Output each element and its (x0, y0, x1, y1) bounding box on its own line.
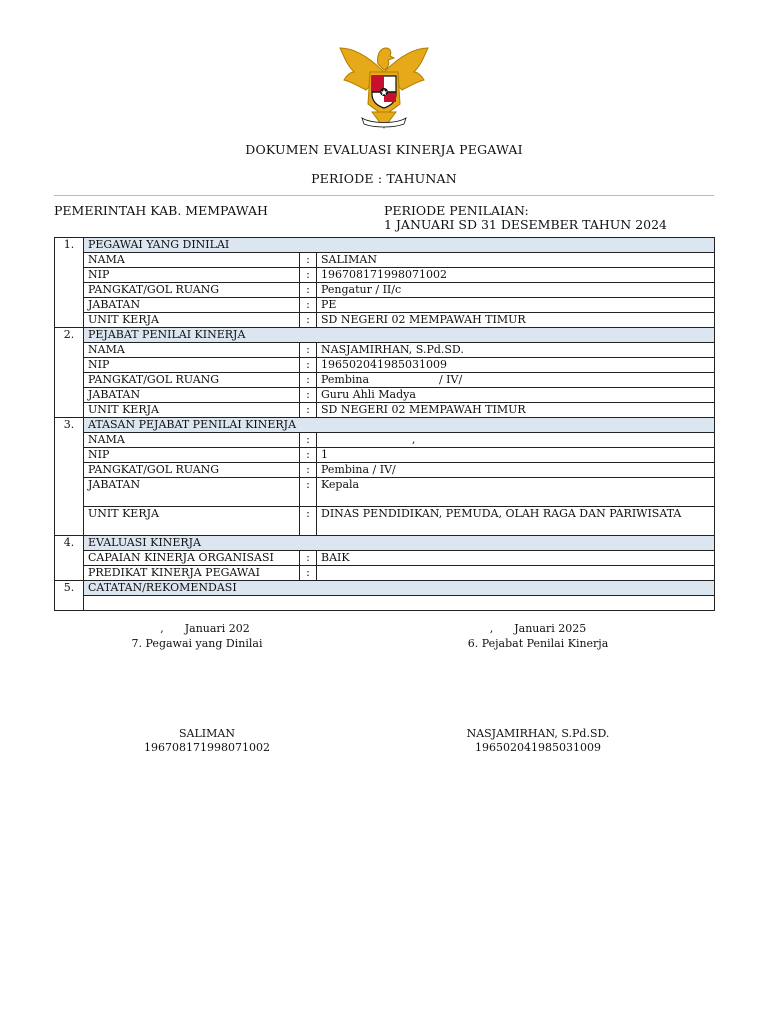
field-label: UNIT KERJA (84, 313, 300, 328)
table-row (55, 463, 715, 478)
field-value: NASJAMIRHAN, S.Pd.SD. (317, 343, 715, 358)
section-header-row (55, 536, 715, 551)
table-row (55, 551, 715, 566)
table-row (55, 253, 715, 268)
section-title: PEJABAT PENILAI KINERJA (84, 328, 715, 343)
field-label: UNIT KERJA (84, 403, 300, 418)
field-value (317, 566, 715, 581)
field-value: SD NEGERI 02 MEMPAWAH TIMUR (317, 403, 715, 418)
table-row (55, 403, 715, 418)
field-label: NIP (84, 358, 300, 373)
table-row (55, 343, 715, 358)
field-separator: : (300, 343, 317, 358)
field-label: CAPAIAN KINERJA ORGANISASI (84, 551, 300, 566)
field-value: Pembina / IV/ (317, 463, 715, 478)
section-header-row (55, 418, 715, 433)
table-row (55, 298, 715, 313)
left-signature-role: 7. Pegawai yang Dinilai (131, 637, 263, 650)
right-signature-date: , Januari 2025 (489, 622, 587, 635)
field-value: DINAS PENDIDIKAN, PEMUDA, OLAH RAGA DAN PARIWISATA (317, 507, 715, 536)
field-label: NAMA (84, 433, 300, 448)
agency-name: PEMERINTAH KAB. MEMPAWAH (54, 203, 268, 218)
divider (54, 195, 714, 196)
right-signature-nip: 196502041985031009 (475, 741, 601, 754)
table-row (55, 433, 715, 448)
field-separator: : (300, 283, 317, 298)
field-separator: : (300, 463, 317, 478)
section-header-row (55, 238, 715, 253)
field-separator: : (300, 448, 317, 463)
field-label: JABATAN (84, 478, 300, 507)
section-header-row (55, 581, 715, 596)
assessment-period-range: 1 JANUARI SD 31 DESEMBER TAHUN 2024 (384, 217, 668, 232)
field-label: PANGKAT/GOL RUANG (84, 463, 300, 478)
left-signature-date: , Januari 202 (160, 622, 250, 635)
field-separator: : (300, 403, 317, 418)
table-row (55, 478, 715, 507)
field-separator: : (300, 373, 317, 388)
garuda-emblem-icon (332, 42, 436, 132)
section-title: ATASAN PEJABAT PENILAI KINERJA (84, 418, 715, 433)
period-label: PERIODE : TAHUNAN (311, 171, 457, 186)
field-separator: : (300, 313, 317, 328)
left-signature-nip: 196708171998071002 (144, 741, 270, 754)
field-value: SALIMAN (317, 253, 715, 268)
field-label: PANGKAT/GOL RUANG (84, 373, 300, 388)
field-value: , (317, 433, 715, 448)
field-separator: : (300, 253, 317, 268)
field-value: BAIK (317, 551, 715, 566)
field-separator: : (300, 566, 317, 581)
table-row (55, 373, 715, 388)
table-row (55, 596, 715, 611)
section-header-row (55, 328, 715, 343)
evaluation-table (54, 237, 715, 611)
table-row (55, 358, 715, 373)
field-label: NIP (84, 448, 300, 463)
field-separator: : (300, 551, 317, 566)
field-value: 196502041985031009 (317, 358, 715, 373)
table-row (55, 313, 715, 328)
field-value: SD NEGERI 02 MEMPAWAH TIMUR (317, 313, 715, 328)
field-label: PANGKAT/GOL RUANG (84, 283, 300, 298)
field-label: NIP (84, 268, 300, 283)
field-value: Pengatur / II/c (317, 283, 715, 298)
field-label: JABATAN (84, 298, 300, 313)
section-number: 5. (55, 581, 84, 611)
table-row (55, 507, 715, 536)
field-separator: : (300, 388, 317, 403)
table-row (55, 283, 715, 298)
left-signature-name: SALIMAN (179, 727, 235, 740)
section-number: 1. (55, 238, 84, 328)
field-separator: : (300, 358, 317, 373)
right-signature-role: 6. Pejabat Penilai Kinerja (467, 637, 609, 650)
field-value: 196708171998071002 (317, 268, 715, 283)
field-value: PE (317, 298, 715, 313)
table-row (55, 566, 715, 581)
field-separator: : (300, 298, 317, 313)
right-signature-name: NASJAMIRHAN, S.Pd.SD. (466, 727, 610, 740)
table-row (55, 448, 715, 463)
field-separator: : (300, 433, 317, 448)
field-value: Guru Ahli Madya (317, 388, 715, 403)
field-separator: : (300, 478, 317, 507)
section-number: 2. (55, 328, 84, 418)
assessment-period-label: PERIODE PENILAIAN: (384, 203, 529, 218)
section-title: EVALUASI KINERJA (84, 536, 715, 551)
field-label: NAMA (84, 253, 300, 268)
field-label: NAMA (84, 343, 300, 358)
table-row (55, 268, 715, 283)
field-separator: : (300, 268, 317, 283)
section-number: 3. (55, 418, 84, 536)
table-row (55, 388, 715, 403)
field-label: JABATAN (84, 388, 300, 403)
field-value: 1 (317, 448, 715, 463)
section-number: 4. (55, 536, 84, 581)
section-title: CATATAN/REKOMENDASI (84, 581, 715, 596)
document-title: DOKUMEN EVALUASI KINERJA PEGAWAI (245, 142, 523, 157)
field-label: PREDIKAT KINERJA PEGAWAI (84, 566, 300, 581)
field-value: Kepala (317, 478, 715, 507)
notes-cell (84, 596, 715, 611)
field-label: UNIT KERJA (84, 507, 300, 536)
field-value: Pembina / IV/ (317, 373, 715, 388)
section-title: PEGAWAI YANG DINILAI (84, 238, 715, 253)
field-separator: : (300, 507, 317, 536)
